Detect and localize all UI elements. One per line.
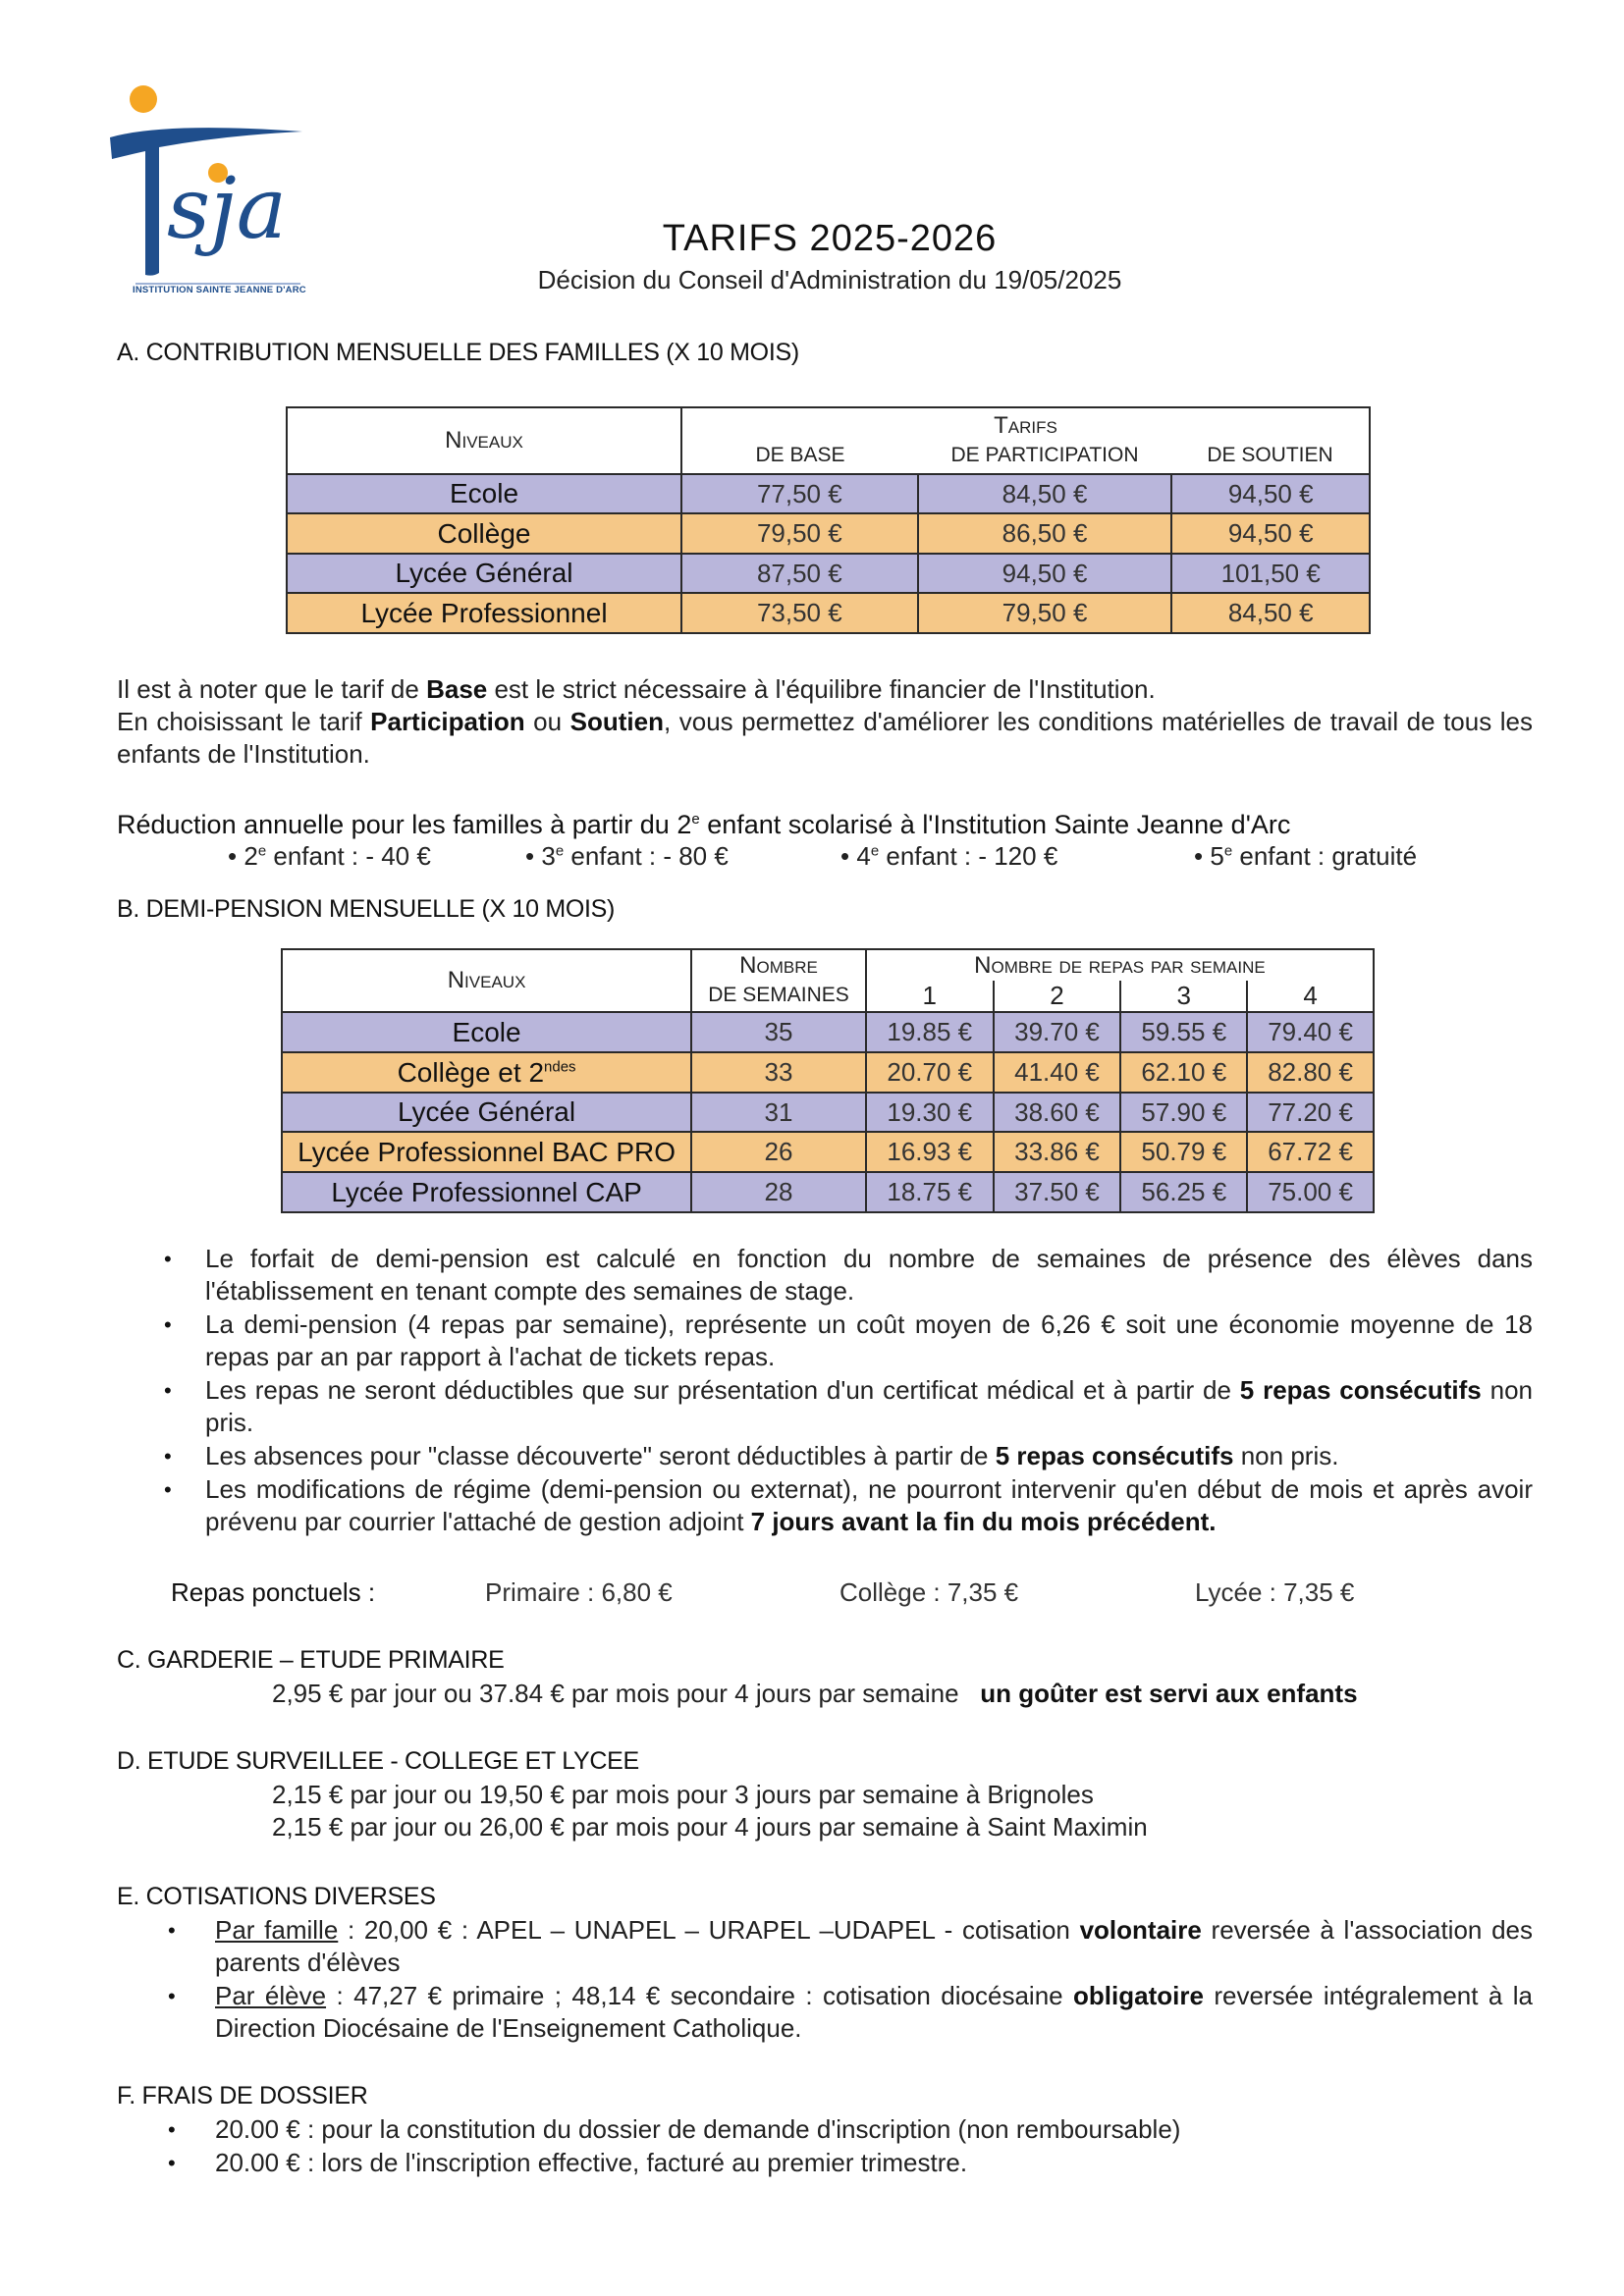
row-niveau: Collège et $2^{ndes}$: [282, 1052, 691, 1093]
nombre-semaines: 35: [691, 1012, 866, 1052]
price-repas-4: 77.20 €: [1247, 1093, 1374, 1132]
bullet-icon: •: [164, 1247, 172, 1271]
page-title: TARIFS 2025-2026: [662, 218, 998, 259]
section-c-heading: C. GARDERIE – ETUDE PRIMAIRE: [117, 1646, 505, 1674]
price-repas-3: 56.25 €: [1120, 1172, 1247, 1212]
row-niveau: Ecole: [282, 1012, 691, 1052]
subheader-soutien: DE SOUTIEN: [1207, 444, 1333, 466]
price-repas-2: 33.86 €: [994, 1132, 1121, 1172]
header-repas-par-semaine: Nombre de repas par semaine: [866, 949, 1374, 981]
list-item: • 20.00 € : pour la constitution du dossier de demande d'inscription (non remboursable): [168, 2114, 1181, 2144]
repas-college: Collège : 7,35 €: [839, 1577, 1019, 1607]
price-base: 73,50 €: [681, 593, 918, 633]
table-row: [282, 1172, 1374, 1212]
nombre-semaines: 26: [691, 1132, 866, 1172]
row-niveau: Lycée Professionnel: [287, 593, 681, 633]
contribution-table: [286, 406, 1371, 634]
table-header-row: [287, 407, 1370, 474]
bullet-icon: •: [168, 2117, 176, 2142]
row-niveau: Collège: [287, 513, 681, 554]
price-repas-2: 37.50 €: [994, 1172, 1121, 1212]
price-base: 87,50 €: [681, 554, 918, 593]
header-tarifs-label: Tarifs: [994, 412, 1057, 439]
price-base: 77,50 €: [681, 474, 918, 513]
price-soutien: 101,50 €: [1171, 554, 1370, 593]
header-tarifs: [681, 407, 1370, 474]
etude-line-brignoles: 2,15 € par jour ou 19,50 € par mois pour 3 jours par semaine à Brignoles: [272, 1780, 1094, 1809]
cotisations-list: [117, 1914, 1533, 2046]
nombre-semaines: 33: [691, 1052, 866, 1093]
price-repas-1: 19.30 €: [866, 1093, 994, 1132]
price-repas-4: 82.80 €: [1247, 1052, 1374, 1093]
bullet-icon: •: [168, 2151, 176, 2175]
header-niveaux: Niveaux: [287, 407, 681, 474]
frais-dossier-list: [117, 2113, 1533, 2180]
page-subtitle: Décision du Conseil d'Administration du 19/05/2025: [537, 265, 1122, 294]
reduction-item: • 4e enfant : - 120 €: [840, 841, 1058, 871]
reduction-item: • 2e enfant : - 40 €: [228, 841, 431, 871]
price-repas-1: 16.93 €: [866, 1132, 994, 1172]
section-a-heading: A. CONTRIBUTION MENSUELLE DES FAMILLES (X 10 MOIS): [117, 339, 799, 366]
header-nombre-semaines: Nombre DE SEMAINES: [691, 949, 866, 1012]
list-item: • Les repas ne seront déductibles que sur présentation d'un certificat médical et à partir de 5 repas consécutifs non pris.: [164, 1375, 1533, 1437]
demi-pension-notes: [117, 1243, 1533, 1539]
bullet-icon: •: [164, 1312, 172, 1337]
price-participation: 86,50 €: [918, 513, 1172, 554]
price-repas-4: 79.40 €: [1247, 1012, 1374, 1052]
reduction-title: Réduction annuelle pour les familles à partir du 2e enfant scolarisé à l'Institution Sainte Jeanne d'Arc: [117, 810, 1291, 839]
nombre-semaines: 28: [691, 1172, 866, 1212]
price-soutien: 94,50 €: [1171, 513, 1370, 554]
garderie-line: 2,95 € par jour ou 37.84 € par mois pour 4 jours par semaine un goûter est servi aux enfants: [272, 1679, 1358, 1708]
bullet-icon: •: [164, 1378, 172, 1403]
row-niveau: Lycée Professionnel CAP: [282, 1172, 691, 1212]
note-base: Il est à noter que le tarif de Base est le strict nécessaire à l'équilibre financier de l'Institution.: [117, 674, 1156, 704]
row-niveau: Ecole: [287, 474, 681, 513]
row-niveau: Lycée Professionnel BAC PRO: [282, 1132, 691, 1172]
etude-line-saint-maximin: 2,15 € par jour ou 26,00 € par mois pour 4 jours par semaine à Saint Maximin: [272, 1812, 1148, 1842]
bullet-icon: •: [1194, 841, 1204, 871]
bullet-icon: •: [228, 841, 238, 871]
list-item: • La demi-pension (4 repas par semaine), représente un coût moyen de 6,26 € soit une économie moyenne de 18 repas par an par rapport à l'achat de tickets repas.: [164, 1309, 1533, 1371]
price-repas-3: 62.10 €: [1120, 1052, 1247, 1093]
price-repas-3: 50.79 €: [1120, 1132, 1247, 1172]
header-repas-3: 3: [1120, 981, 1247, 1012]
bullet-icon: •: [164, 1444, 172, 1468]
price-participation: 94,50 €: [918, 554, 1172, 593]
repas-ponctuels-label: Repas ponctuels :: [171, 1577, 376, 1607]
price-repas-3: 59.55 €: [1120, 1012, 1247, 1052]
reduction-item: • 5e enfant : gratuité: [1194, 841, 1418, 871]
price-soutien: 94,50 €: [1171, 474, 1370, 513]
bullet-icon: •: [168, 1918, 176, 1943]
header-repas-2: 2: [994, 981, 1121, 1012]
repas-lycee: Lycée : 7,35 €: [1195, 1577, 1355, 1607]
table-row: [287, 593, 1370, 633]
price-participation: 79,50 €: [918, 593, 1172, 633]
price-repas-4: 67.72 €: [1247, 1132, 1374, 1172]
list-item: • Les absences pour "classe découverte" seront déductibles à partir de 5 repas consécutifs non pris.: [164, 1441, 1339, 1470]
nombre-semaines: 31: [691, 1093, 866, 1132]
price-repas-3: 57.90 €: [1120, 1093, 1247, 1132]
price-repas-2: 39.70 €: [994, 1012, 1121, 1052]
list-item: • Par élève : 47,27 € primaire ; 48,14 € secondaire : cotisation diocésaine obligatoire reversée intégralement à la Direction Diocésaine de l'Enseignement Catholique.: [168, 1981, 1533, 2043]
bullet-icon: •: [525, 841, 535, 871]
price-repas-1: 20.70 €: [866, 1052, 994, 1093]
price-soutien: 84,50 €: [1171, 593, 1370, 633]
price-repas-1: 19.85 €: [866, 1012, 994, 1052]
bullet-icon: •: [840, 841, 850, 871]
table-row: [287, 513, 1370, 554]
list-item: • 20.00 € : lors de l'inscription effective, facturé au premier trimestre.: [168, 2148, 968, 2177]
row-niveau: Lycée Général: [282, 1093, 691, 1132]
table-row: [282, 1093, 1374, 1132]
bullet-icon: •: [168, 1984, 176, 2008]
header-repas-1: 1: [866, 981, 994, 1012]
price-repas-2: 41.40 €: [994, 1052, 1121, 1093]
reduction-item: • 3e enfant : - 80 €: [525, 841, 729, 871]
logo-text: sja: [167, 160, 288, 258]
row-niveau: Lycée Général: [287, 554, 681, 593]
note-participation: En choisissant le tarif Participation ou Soutien, vous permettez d'améliorer les conditions matérielles de travail de tous les enfants de l'Institution.: [117, 707, 1533, 769]
section-d-heading: D. ETUDE SURVEILLEE - COLLEGE ET LYCEE: [117, 1747, 639, 1775]
demi-pension-table: [281, 948, 1375, 1213]
price-repas-2: 38.60 €: [994, 1093, 1121, 1132]
table-row: [287, 554, 1370, 593]
price-participation: 84,50 €: [918, 474, 1172, 513]
bullet-icon: •: [164, 1477, 172, 1502]
price-repas-1: 18.75 €: [866, 1172, 994, 1212]
header-niveaux: Niveaux: [282, 949, 691, 1012]
table-row: [282, 1052, 1374, 1093]
logo-caption: INSTITUTION SAINTE JEANNE D'ARC: [133, 285, 306, 295]
price-base: 79,50 €: [681, 513, 918, 554]
list-item: • Par famille : 20,00 € : APEL – UNAPEL – URAPEL –UDAPEL - cotisation volontaire reversée à l'association des parents d'élèves: [168, 1915, 1533, 1977]
section-f-heading: F. FRAIS DE DOSSIER: [117, 2082, 368, 2109]
header-repas-4: 4: [1247, 981, 1374, 1012]
table-row: [282, 1012, 1374, 1052]
table-row: [282, 1132, 1374, 1172]
table-row: [287, 474, 1370, 513]
list-item: • Les modifications de régime (demi-pension ou externat), ne pourront intervenir qu'en début de mois et après avoir prévenu par courrier l'attaché de gestion adjoint 7 jours avant la fin du mois précédent.: [164, 1474, 1533, 1536]
subheader-participation: DE PARTICIPATION: [950, 444, 1139, 466]
section-b-heading: B. DEMI-PENSION MENSUELLE (X 10 MOIS): [117, 895, 616, 923]
list-item: • Le forfait de demi-pension est calculé en fonction du nombre de semaines de présence des élèves dans l'établissement en tenant compte des semaines de stage.: [164, 1244, 1533, 1306]
section-e-heading: E. COTISATIONS DIVERSES: [117, 1883, 436, 1910]
repas-primaire: Primaire : 6,80 €: [485, 1577, 673, 1607]
price-repas-4: 75.00 €: [1247, 1172, 1374, 1212]
subheader-base: DE BASE: [755, 444, 845, 466]
